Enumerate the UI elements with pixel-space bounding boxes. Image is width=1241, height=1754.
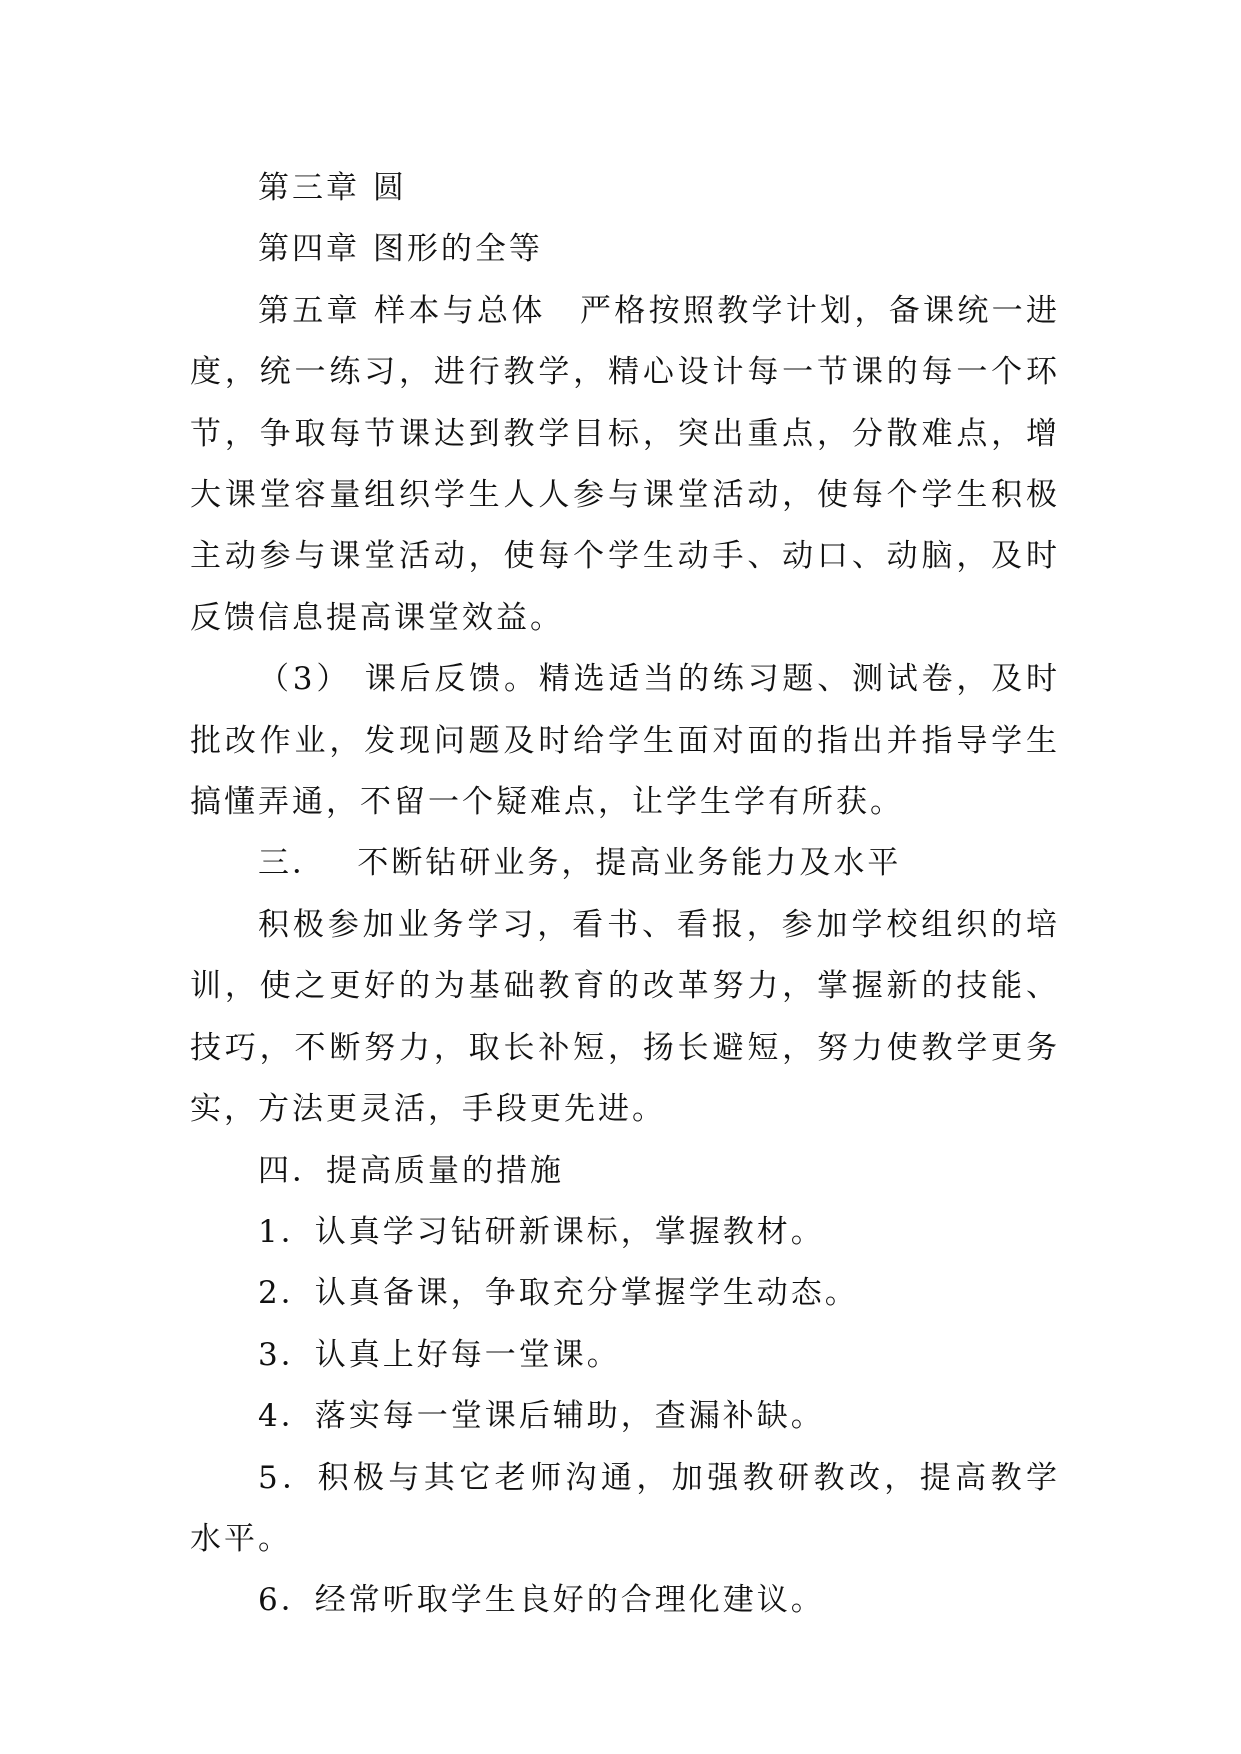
document-body xyxy=(190,158,1060,1632)
measure-item-2: 2．认真备课，争取充分掌握学生动态。 xyxy=(258,1275,859,1312)
feedback-paragraph: （3） 课后反馈。精选适当的练习题、测试卷，及时批改作业，发现问题及时给学生面对面的指出并指导学生搞懂弄通，不留一个疑难点，让学生学有所获。 xyxy=(190,661,1060,821)
chapter-three-line: 第三章 圆 xyxy=(258,170,407,206)
study-paragraph: 积极参加业务学习，看书、看报，参加学校组织的培训，使之更好的为基础教育的改革努力，掌握新的技能、技巧，不断努力，取长补短，扬长避短，努力使教学更务实，方法更灵活，手段更先进。 xyxy=(190,906,1060,1128)
chapter-four-line: 第四章 图形的全等 xyxy=(258,231,543,268)
measure-item-3: 3．认真上好每一堂课。 xyxy=(258,1336,621,1373)
measure-item-6: 6．经常听取学生良好的合理化建议。 xyxy=(258,1582,825,1619)
section-four-heading: 四．提高质量的措施 xyxy=(258,1152,564,1189)
measure-item-4: 4．落实每一堂课后辅助，查漏补缺。 xyxy=(258,1398,825,1435)
measure-item-5: 5．积极与其它老师沟通，加强教研教改，提高教学水平。 xyxy=(190,1459,1060,1557)
chapter-five-paragraph: 第五章 样本与总体 严格按照教学计划，备课统一进度，统一练习，进行教学，精心设计每一节课的每一个环节，争取每节课达到教学目标，突出重点，分散难点，增大课堂容量组织学生人人参与课堂活动，使每个学生积极主动参与课堂活动，使每个学生动手、动口、动脑，及时反馈信息提高课堂效益。 xyxy=(190,292,1060,636)
measure-item-1: 1．认真学习钻研新课标，掌握教材。 xyxy=(258,1213,825,1250)
section-three-heading: 三． 不断钻研业务，提高业务能力及水平 xyxy=(258,845,902,882)
